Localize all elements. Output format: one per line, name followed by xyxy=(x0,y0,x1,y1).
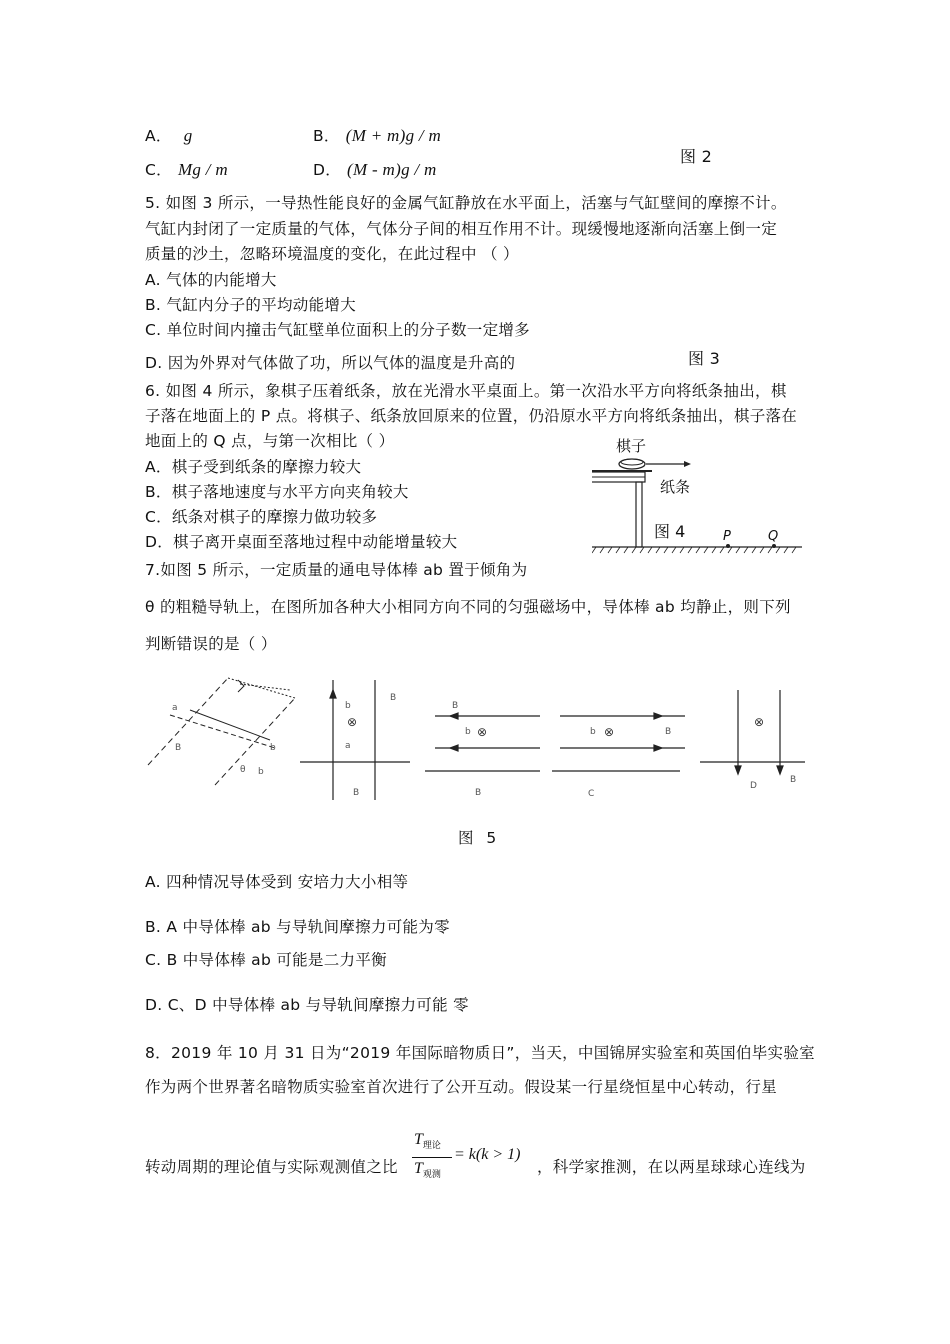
q4-option-c[interactable] xyxy=(145,160,228,180)
label-p: P xyxy=(723,529,731,544)
q7-option-c[interactable]: C. B 中导体棒 ab 可能是二力平衡 xyxy=(145,951,387,969)
q7-stem-line-1: 7.如图 5 所示，一定质量的通电导体棒 ab 置于倾角为 xyxy=(145,561,528,579)
q4-option-c-label: C． xyxy=(145,161,172,179)
q6-stem-line-2: 子落在地面上的 P 点。将棋子、纸条放回原来的位置，仍沿原水平方向将纸条抽出，棋子落在 xyxy=(145,407,798,425)
q7-stem-line-3: 判断错误的是（ ） xyxy=(145,635,277,653)
fraction-bar xyxy=(412,1157,452,1158)
q8-stem-line-1: 8．2019 年 10 月 31 日为“2019 年国际暗物质日”，当天，中国锦屏实验室和英国伯毕实验室 xyxy=(145,1044,815,1062)
svg-text:B: B xyxy=(452,701,459,711)
svg-text:b: b xyxy=(270,743,276,753)
point-q-marker xyxy=(772,544,776,548)
q4-option-b[interactable] xyxy=(313,126,441,146)
figure-5-diagram xyxy=(140,670,820,810)
q7-option-b[interactable]: B. A 中导体棒 ab 与导轨间摩擦力可能为零 xyxy=(145,918,450,936)
figure-4-diagram xyxy=(592,434,807,556)
q4-option-a-label: A． xyxy=(145,127,172,145)
period-ratio-formula xyxy=(412,1131,534,1187)
figure-5-case-d xyxy=(552,713,685,771)
q4-option-c-value: Mg / m xyxy=(177,160,228,179)
svg-text:b: b xyxy=(465,727,471,737)
q7-stem-line-2: θ 的粗糙导轨上，在图所加各种大小相同方向不同的匀强磁场中，导体棒 ab 均静止，则下列 xyxy=(145,598,791,616)
q6-option-c[interactable]: C．纸条对棋子的摩擦力做功较多 xyxy=(145,508,378,526)
q6-option-b[interactable]: B．棋子落地速度与水平方向夹角较大 xyxy=(145,483,409,501)
figure-3-caption: 图 3 xyxy=(688,349,721,368)
figure-5-caption: 图 5 xyxy=(458,829,501,847)
svg-text:b: b xyxy=(258,767,264,777)
q8-stem-line-2: 作为两个世界著名暗物质实验室首次进行了公开互动。假设某一行星绕恒星中心转动，行星 xyxy=(145,1078,778,1096)
svg-text:B: B xyxy=(353,788,360,798)
q5-stem-line-3: 质量的沙土，忽略环境温度的变化，在此过程中 （ ） xyxy=(145,245,519,263)
label-chess-piece: 棋子 xyxy=(616,437,647,455)
figure-2-caption: 图 2 xyxy=(680,147,713,166)
svg-text:b: b xyxy=(590,727,596,737)
q4-option-d-label: D． xyxy=(313,161,342,179)
figure-4-caption: 图 4 xyxy=(654,522,686,541)
formula-numerator: T xyxy=(414,1131,423,1148)
svg-text:B: B xyxy=(790,775,797,785)
q4-option-b-value: (M + m)g / m xyxy=(345,126,442,145)
q7-option-d[interactable]: D. C、D 中导体棒 ab 与导轨间摩擦力可能 零 xyxy=(145,996,469,1014)
q4-option-d-value: (M - m)g / m xyxy=(347,160,437,179)
svg-text:⊗: ⊗ xyxy=(604,725,615,739)
figure-5-case-c xyxy=(425,713,540,771)
svg-text:⊗: ⊗ xyxy=(347,715,358,729)
figure-5-case-e xyxy=(700,690,805,774)
q5-option-d[interactable]: D. 因为外界对气体做了功，所以气体的温度是升高的 xyxy=(145,354,516,372)
q8-stem-after-formula: ，科学家推测，在以两星球球心连线为 xyxy=(537,1158,806,1176)
q5-option-a[interactable]: A. 气体的内能增大 xyxy=(145,271,277,289)
q6-stem-line-3: 地面上的 Q 点，与第一次相比（ ） xyxy=(145,432,395,450)
svg-text:C: C xyxy=(588,789,595,799)
svg-text:D: D xyxy=(750,781,757,791)
svg-text:B: B xyxy=(390,693,397,703)
svg-text:θ: θ xyxy=(240,765,246,775)
svg-text:B: B xyxy=(665,727,672,737)
svg-text:b: b xyxy=(345,701,351,711)
q5-stem-line-2: 气缸内封闭了一定质量的气体，气体分子间的相互作用不计。现缓慢地逐渐向活塞上倒一定 xyxy=(145,220,778,238)
label-paper-strip: 纸条 xyxy=(660,478,691,496)
q4-option-a-value: g xyxy=(183,126,193,145)
q5-stem-line-1: 5. 如图 3 所示，一导热性能良好的金属气缸静放在水平面上，活塞与气缸壁间的摩擦不计。 xyxy=(145,194,787,212)
q6-option-d[interactable]: D．棋子离开桌面至落地过程中动能增量较大 xyxy=(145,533,458,551)
q5-option-b[interactable]: B. 气缸内分子的平均动能增大 xyxy=(145,296,356,314)
q8-stem-before-formula: 转动周期的理论值与实际观测值之比 xyxy=(145,1158,398,1176)
q4-option-b-label: B． xyxy=(313,127,340,145)
q4-option-d[interactable] xyxy=(313,160,437,180)
table-leg xyxy=(636,482,642,547)
q7-option-a[interactable]: A. 四种情况导体受到 安培力大小相等 xyxy=(145,873,409,891)
q6-stem-line-1: 6. 如图 4 所示，象棋子压着纸条，放在光滑水平桌面上。第一次沿水平方向将纸条抽出，棋 xyxy=(145,382,787,400)
svg-text:⊗: ⊗ xyxy=(477,725,488,739)
label-q: Q xyxy=(768,529,779,544)
point-p-marker xyxy=(726,544,730,548)
figure-5-incline-view xyxy=(148,678,295,785)
formula-rhs: = k(k > 1) xyxy=(454,1146,521,1163)
svg-text:a: a xyxy=(172,703,178,713)
svg-text:⊗: ⊗ xyxy=(754,715,765,729)
q4-option-a[interactable] xyxy=(145,126,193,146)
formula-denominator-subscript: 观测 xyxy=(422,1170,441,1181)
formula-denominator: T xyxy=(414,1160,423,1177)
q6-option-a[interactable]: A．棋子受到纸条的摩擦力较大 xyxy=(145,458,362,476)
formula-numerator-subscript: 理论 xyxy=(422,1141,441,1152)
svg-text:B: B xyxy=(475,788,482,798)
svg-text:a: a xyxy=(345,741,351,751)
q5-option-c[interactable]: C. 单位时间内撞击气缸壁单位面积上的分子数一定增多 xyxy=(145,321,530,339)
svg-text:B: B xyxy=(175,743,182,753)
